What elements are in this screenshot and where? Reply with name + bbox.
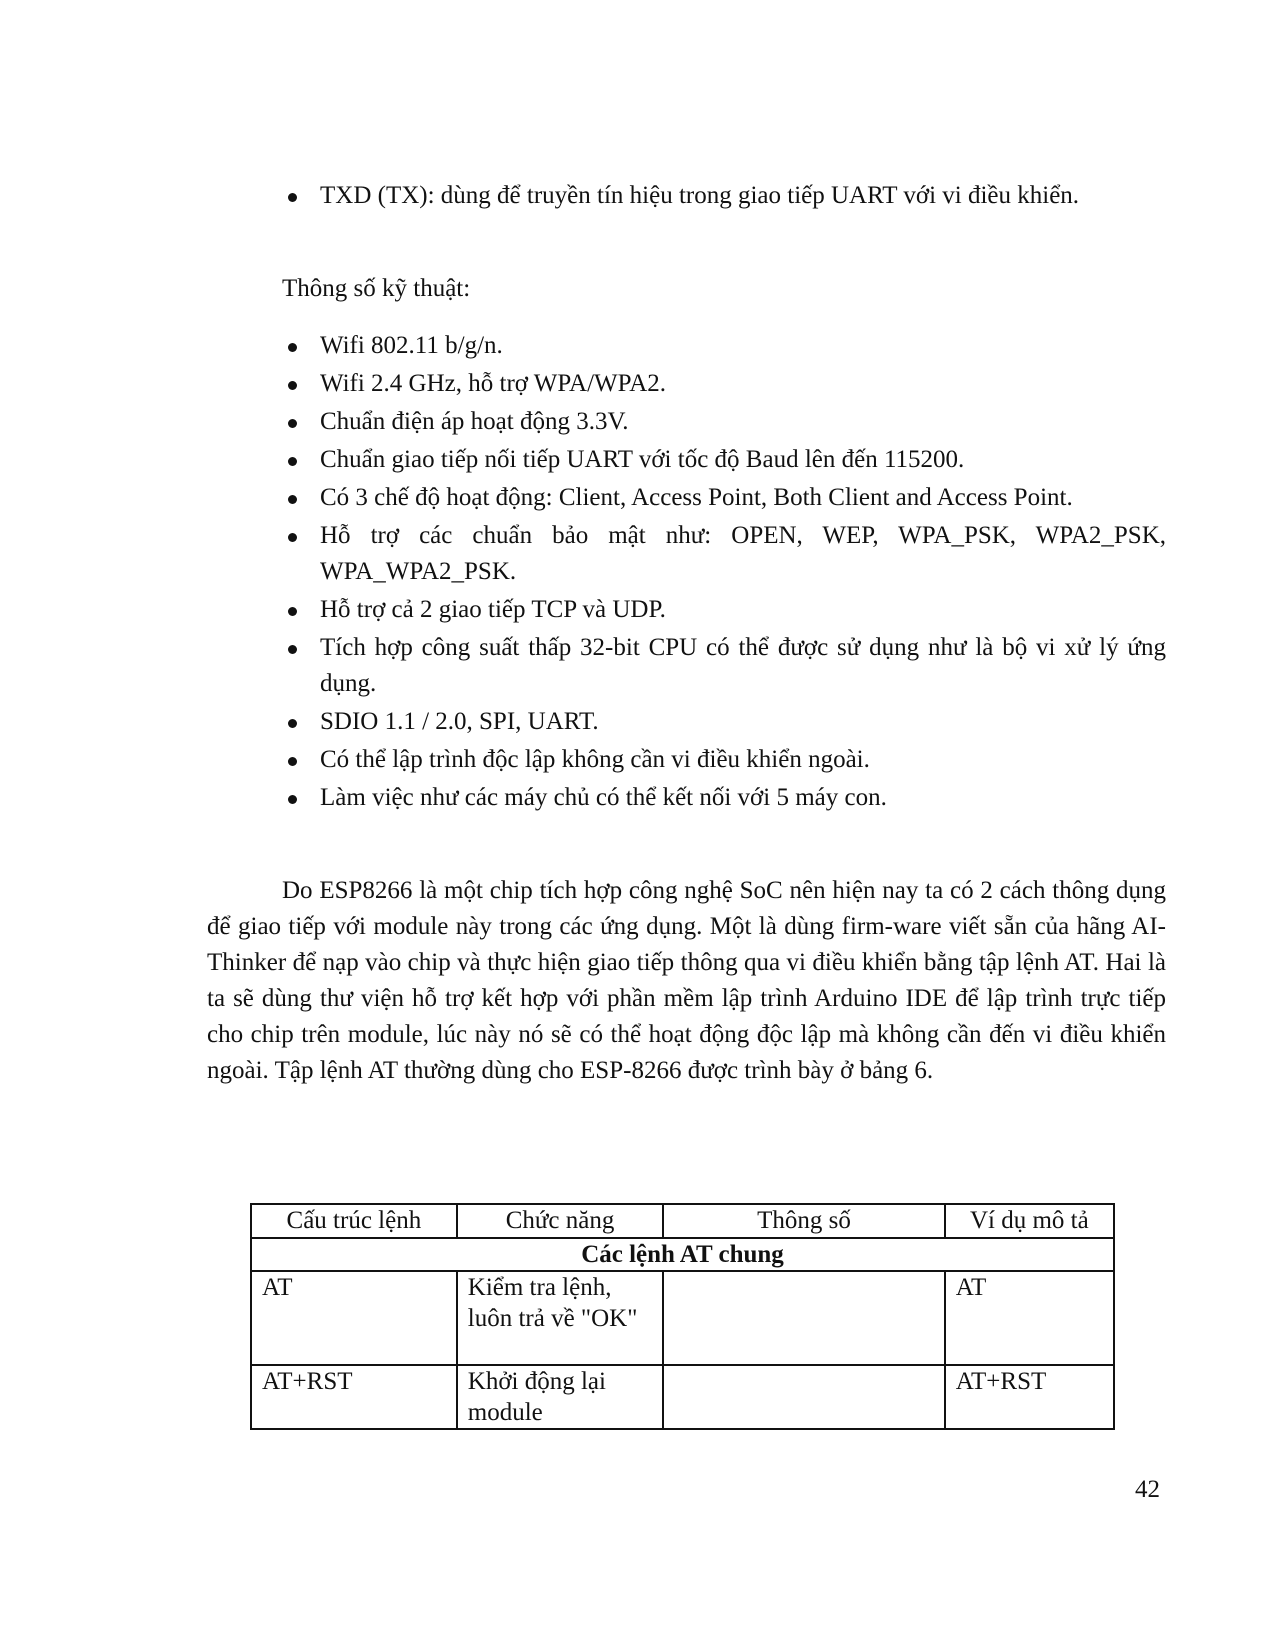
page-number: 42	[1135, 1476, 1160, 1503]
specs-heading: Thông số kỹ thuật:	[282, 275, 471, 302]
list-item	[320, 518, 1166, 590]
list-item	[320, 178, 1166, 214]
bullet-icon	[288, 457, 297, 466]
bullet-icon	[288, 795, 297, 804]
list-item	[320, 780, 1166, 816]
table-cell-example: AT+RST	[945, 1365, 1114, 1429]
bullet-icon	[288, 719, 297, 728]
list-item-text: Hỗ trợ cả 2 giao tiếp TCP và UDP.	[320, 596, 666, 623]
list-item-text: TXD (TX): dùng để truyền tín hiệu trong giao tiếp UART với vi điều khiển.	[320, 182, 1080, 209]
table-cell-function: Khởi động lại module	[457, 1365, 664, 1429]
list-item	[320, 480, 1166, 516]
list-item-text: Hỗ trợ các chuẩn bảo mật như: OPEN, WEP, WPA_PSK, WPA2_PSK, WPA_WPA2_PSK.	[320, 522, 1166, 585]
bullet-icon	[288, 607, 297, 616]
table-header-cell: Ví dụ mô tả	[945, 1204, 1114, 1238]
list-item-text: Có 3 chế độ hoạt động: Client, Access Point, Both Client and Access Point.	[320, 484, 1073, 511]
list-item	[320, 592, 1166, 628]
table-section-row	[251, 1238, 1114, 1271]
list-item	[320, 442, 1166, 478]
list-item-text: Wifi 802.11 b/g/n.	[320, 332, 503, 359]
bullet-icon	[288, 645, 297, 654]
list-item-text: Chuẩn giao tiếp nối tiếp UART với tốc độ Baud lên đến 115200.	[320, 446, 965, 473]
table-row	[251, 1365, 1114, 1429]
bullet-icon	[288, 533, 297, 542]
table-cell-function: Kiểm tra lệnh, luôn trả về "OK"	[457, 1271, 664, 1365]
table-header-row	[251, 1204, 1114, 1238]
list-item	[320, 742, 1166, 778]
pin-description-list	[320, 178, 1166, 216]
table-cell-params	[663, 1271, 944, 1365]
list-item-text: Chuẩn điện áp hoạt động 3.3V.	[320, 408, 629, 435]
list-item	[320, 704, 1166, 740]
table-cell-example: AT	[945, 1271, 1114, 1365]
list-item-text: Có thể lập trình độc lập không cần vi điều khiển ngoài.	[320, 746, 870, 773]
bullet-icon	[288, 343, 297, 352]
table-cell-command: AT+RST	[251, 1365, 457, 1429]
specs-list	[320, 328, 1166, 818]
list-item-text: Wifi 2.4 GHz, hỗ trợ WPA/WPA2.	[320, 370, 667, 397]
list-item-text: Tích hợp công suất thấp 32-bit CPU có thể được sử dụng như là bộ vi xử lý ứng dụng.	[320, 634, 1166, 697]
table-header-cell: Cấu trúc lệnh	[251, 1204, 457, 1238]
list-item-text: Làm việc như các máy chủ có thể kết nối với 5 máy con.	[320, 784, 887, 811]
bullet-icon	[288, 381, 297, 390]
bullet-icon	[288, 495, 297, 504]
at-command-table	[250, 1203, 1115, 1430]
list-item-text: SDIO 1.1 / 2.0, SPI, UART.	[320, 708, 599, 735]
bullet-icon	[288, 757, 297, 766]
table-header-cell: Thông số	[663, 1204, 944, 1238]
table-header-cell: Chức năng	[457, 1204, 664, 1238]
bullet-icon	[288, 419, 297, 428]
list-item	[320, 404, 1166, 440]
bullet-icon	[288, 193, 297, 202]
list-item	[320, 366, 1166, 402]
list-item	[320, 630, 1166, 702]
table-section-title: Các lệnh AT chung	[251, 1238, 1114, 1271]
table-cell-command: AT	[251, 1271, 457, 1365]
table-row	[251, 1271, 1114, 1365]
table-cell-params	[663, 1365, 944, 1429]
body-paragraph: Do ESP8266 là một chip tích hợp công nghệ SoC nên hiện nay ta có 2 cách thông dụng để giao tiếp với module này trong các ứng dụng. Một là dùng firm-ware viết sẵn của hãng AI-Thinker để nạp vào chip và thực hiện giao tiếp thông qua vi điều khiển bằng tập lệnh AT. Hai là ta sẽ dùng thư viện hỗ trợ kết hợp với phần mềm lập trình Arduino IDE để lập trình trực tiếp cho chip trên module, lúc này nó sẽ có thể hoạt động độc lập mà không cần đến vi điều khiển ngoài. Tập lệnh AT thường dùng cho ESP-8266 được trình bày ở bảng 6.	[207, 877, 1166, 1084]
list-item	[320, 328, 1166, 364]
